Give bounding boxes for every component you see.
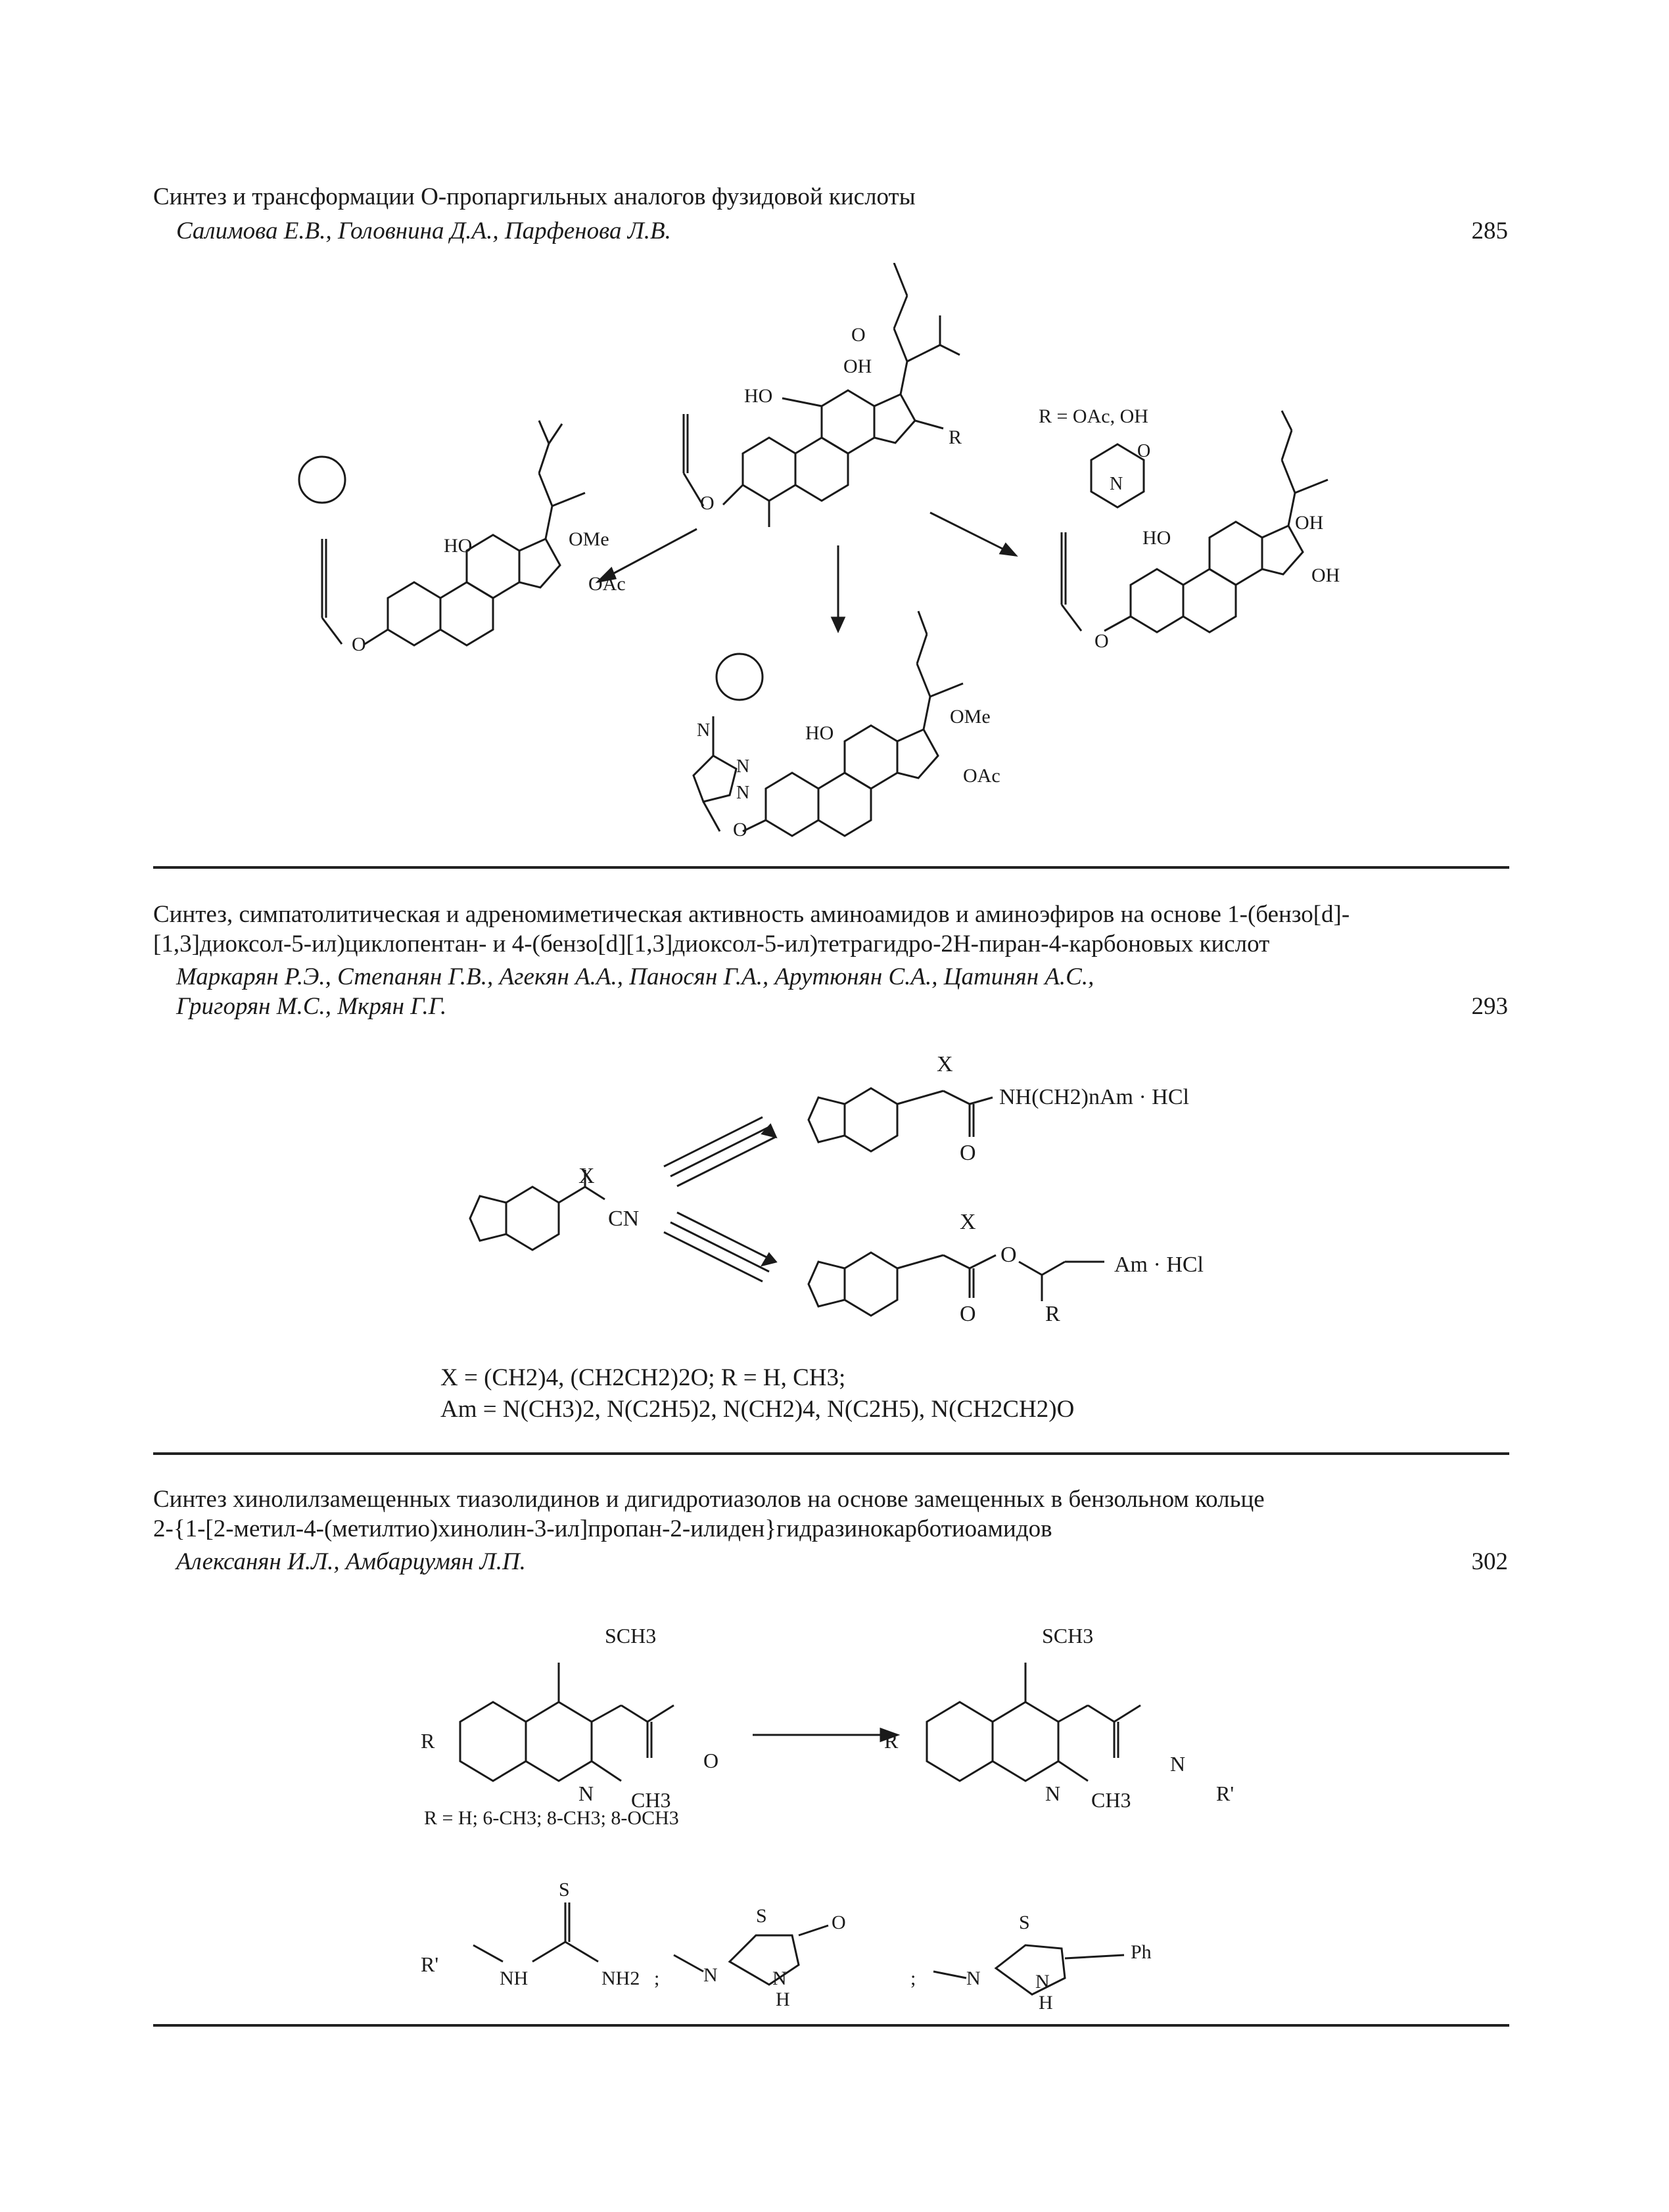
product-r-label: R (884, 1729, 899, 1753)
arrow-down-1 (677, 1212, 776, 1262)
triazole-n3-label: N (736, 783, 750, 803)
article-2-title-line-2: [1,3]диоксол-5-ил)циклопентан- и 4-(бензо[d][1,3]диоксол-5-ил)тетрагидро-2H-пиран-4-карбоновых кислот (153, 931, 1270, 957)
triazole-n-label: N (697, 720, 711, 741)
triazole-n2-label: N (736, 756, 750, 777)
article-2-reaction-scheme (0, 1038, 1669, 1347)
bottom-o-label: O (733, 819, 747, 841)
quinoline-ketone-structure (460, 1663, 674, 1781)
article-3-r-definition: R = H; 6-CH3; 8-CH3; 8-OCH3 (424, 1807, 679, 1829)
thiazolidinone-h-label: H (776, 1989, 790, 2010)
separator-2: ; (910, 1968, 916, 1989)
left-product-structure (299, 421, 585, 645)
article-3-reaction-scheme (0, 1590, 1669, 2017)
thiosemicarbazide-structure (473, 1902, 598, 1962)
ester-r-label: R (1045, 1302, 1060, 1326)
amide-substituent-label: NH(CH2)nAm · HCl (999, 1085, 1189, 1109)
quinoline-r-label: R (421, 1729, 435, 1753)
thiazolidinone-n2-label: N (772, 1968, 787, 1989)
separator-rule-1 (153, 866, 1509, 869)
left-oac-label: OAc (588, 573, 626, 595)
product-n-label: N (1045, 1782, 1061, 1805)
right-oh2-label: OH (1311, 565, 1340, 586)
article-3-page-number: 302 (1471, 1548, 1508, 1575)
ester-o-label: O (1000, 1243, 1017, 1267)
article-3-title-line-1: Синтез хинолилзамещенных тиазолидинов и дигидротиазолов на основе замещенных в бензольном кольце (153, 1486, 1265, 1513)
right-oh-label: OH (1295, 512, 1324, 534)
bottom-ome-label: OMe (950, 706, 991, 727)
left-ome-label: OMe (569, 528, 609, 550)
dihydrothiazole-structure (933, 1945, 1124, 1994)
article-1-reaction-scheme (0, 263, 1669, 854)
quinoline-n-label: N (578, 1782, 594, 1805)
product-r-prime-label: R' (1216, 1782, 1234, 1805)
arrow-up-2 (670, 1127, 769, 1176)
separator-1: ; (654, 1968, 660, 1989)
quinoline-ch3-label: CH3 (631, 1788, 671, 1812)
arrow-up-3 (677, 1137, 776, 1186)
product-ch3-label: CH3 (1091, 1788, 1131, 1812)
ester-am-label: Am · HCl (1114, 1253, 1204, 1277)
article-2-definition-am: Am = N(CH3)2, N(C2H5)2, N(CH2)4, N(C2H5), N(CH2CH2)O (440, 1396, 1075, 1423)
dihydrothiazole-n-label: N (966, 1968, 981, 1989)
central-ho-label: HO (744, 385, 773, 407)
morpholine-o-label: O (1137, 441, 1151, 461)
quinoline-sch3-label: SCH3 (605, 1624, 657, 1647)
dihydrothiazole-h-label: H (1039, 1992, 1053, 2014)
left-ho-label: HO (444, 535, 473, 557)
thiazolidinone-o-label: O (832, 1912, 846, 1933)
bottom-ho-label: HO (805, 722, 834, 744)
morpholine-n-label: N (1110, 474, 1123, 494)
nitrile-cn-label: CN (608, 1207, 640, 1231)
separator-rule-3 (153, 2024, 1509, 2027)
dihydrothiazole-s-label: S (1019, 1912, 1030, 1933)
thio-nh2-label: NH2 (601, 1968, 640, 1989)
ester-x-label: X (960, 1210, 976, 1234)
thiazolidinone-structure (674, 1925, 828, 1985)
article-1-page-number: 285 (1471, 218, 1508, 244)
article-2-authors-line-2: Григорян М.С., Мкрян Г.Г. (176, 993, 447, 1020)
dihydrothiazole-ph-label: Ph (1131, 1941, 1152, 1963)
quinoline-o-label: O (703, 1749, 719, 1772)
nitrile-x-label: X (578, 1164, 595, 1188)
right-ho-label: HO (1142, 527, 1171, 549)
amide-o-label: O (960, 1141, 976, 1165)
article-2-authors-line-1: Маркарян Р.Э., Степанян Г.В., Агекян А.А., Паносян Г.А., Арутюнян С.А., Цатинян А.С., (176, 963, 1094, 990)
thiazolidinone-s-label: S (756, 1905, 767, 1927)
article-3-title-line-2: 2-{1-[2-метил-4-(метилтио)хинолин-3-ил]пропан-2-илиден}гидразинокарботиоамидов (153, 1515, 1052, 1542)
central-oh-label: OH (843, 356, 872, 377)
r-prime-label: R' (421, 1952, 439, 1976)
article-2-page-number: 293 (1471, 993, 1508, 1020)
arrow-up-1 (664, 1117, 763, 1166)
right-o-label: O (1094, 630, 1109, 652)
thio-s-label: S (559, 1879, 570, 1901)
central-r-label: R (949, 426, 962, 448)
dihydrothiazole-n2-label: N (1035, 1971, 1050, 1993)
separator-rule-2 (153, 1452, 1509, 1455)
left-o-label: O (352, 634, 366, 655)
arrow-down-2 (670, 1222, 769, 1272)
thiazolidinone-n-label: N (703, 1964, 718, 1986)
right-product-structure (1062, 411, 1328, 632)
amide-x-label: X (937, 1052, 953, 1076)
ester-carbonyl-o-label: O (960, 1302, 976, 1326)
product-sch3-label: SCH3 (1042, 1624, 1094, 1647)
central-o-label: O (851, 324, 866, 346)
r-definition-label: R = OAc, OH (1039, 405, 1148, 427)
bottom-oac-label: OAc (963, 765, 1000, 787)
article-1-title: Синтез и трансформации O-пропаргильных аналогов фузидовой кислоты (153, 183, 916, 210)
article-3-authors: Алексанян И.Л., Амбарцумян Л.П. (176, 1548, 526, 1575)
central-o-ether-label: O (700, 492, 715, 514)
arrow-down-3 (664, 1232, 763, 1281)
article-2-definition-x: X = (CH2)4, (CH2CH2)2O; R = H, CH3; (440, 1364, 846, 1391)
thio-nh-label: NH (500, 1968, 529, 1989)
central-steroid-structure (684, 263, 960, 527)
product-imine-n-label: N (1170, 1752, 1186, 1776)
quinoline-product-structure (927, 1663, 1140, 1781)
article-2-title-line-1: Синтез, симпатолитическая и адреномиметическая активность аминоамидов и аминоэфиров на основе 1-(бензо[d]- (153, 901, 1350, 928)
article-1-authors: Салимова Е.В., Головнина Д.А., Парфенова Л.В. (176, 218, 671, 244)
